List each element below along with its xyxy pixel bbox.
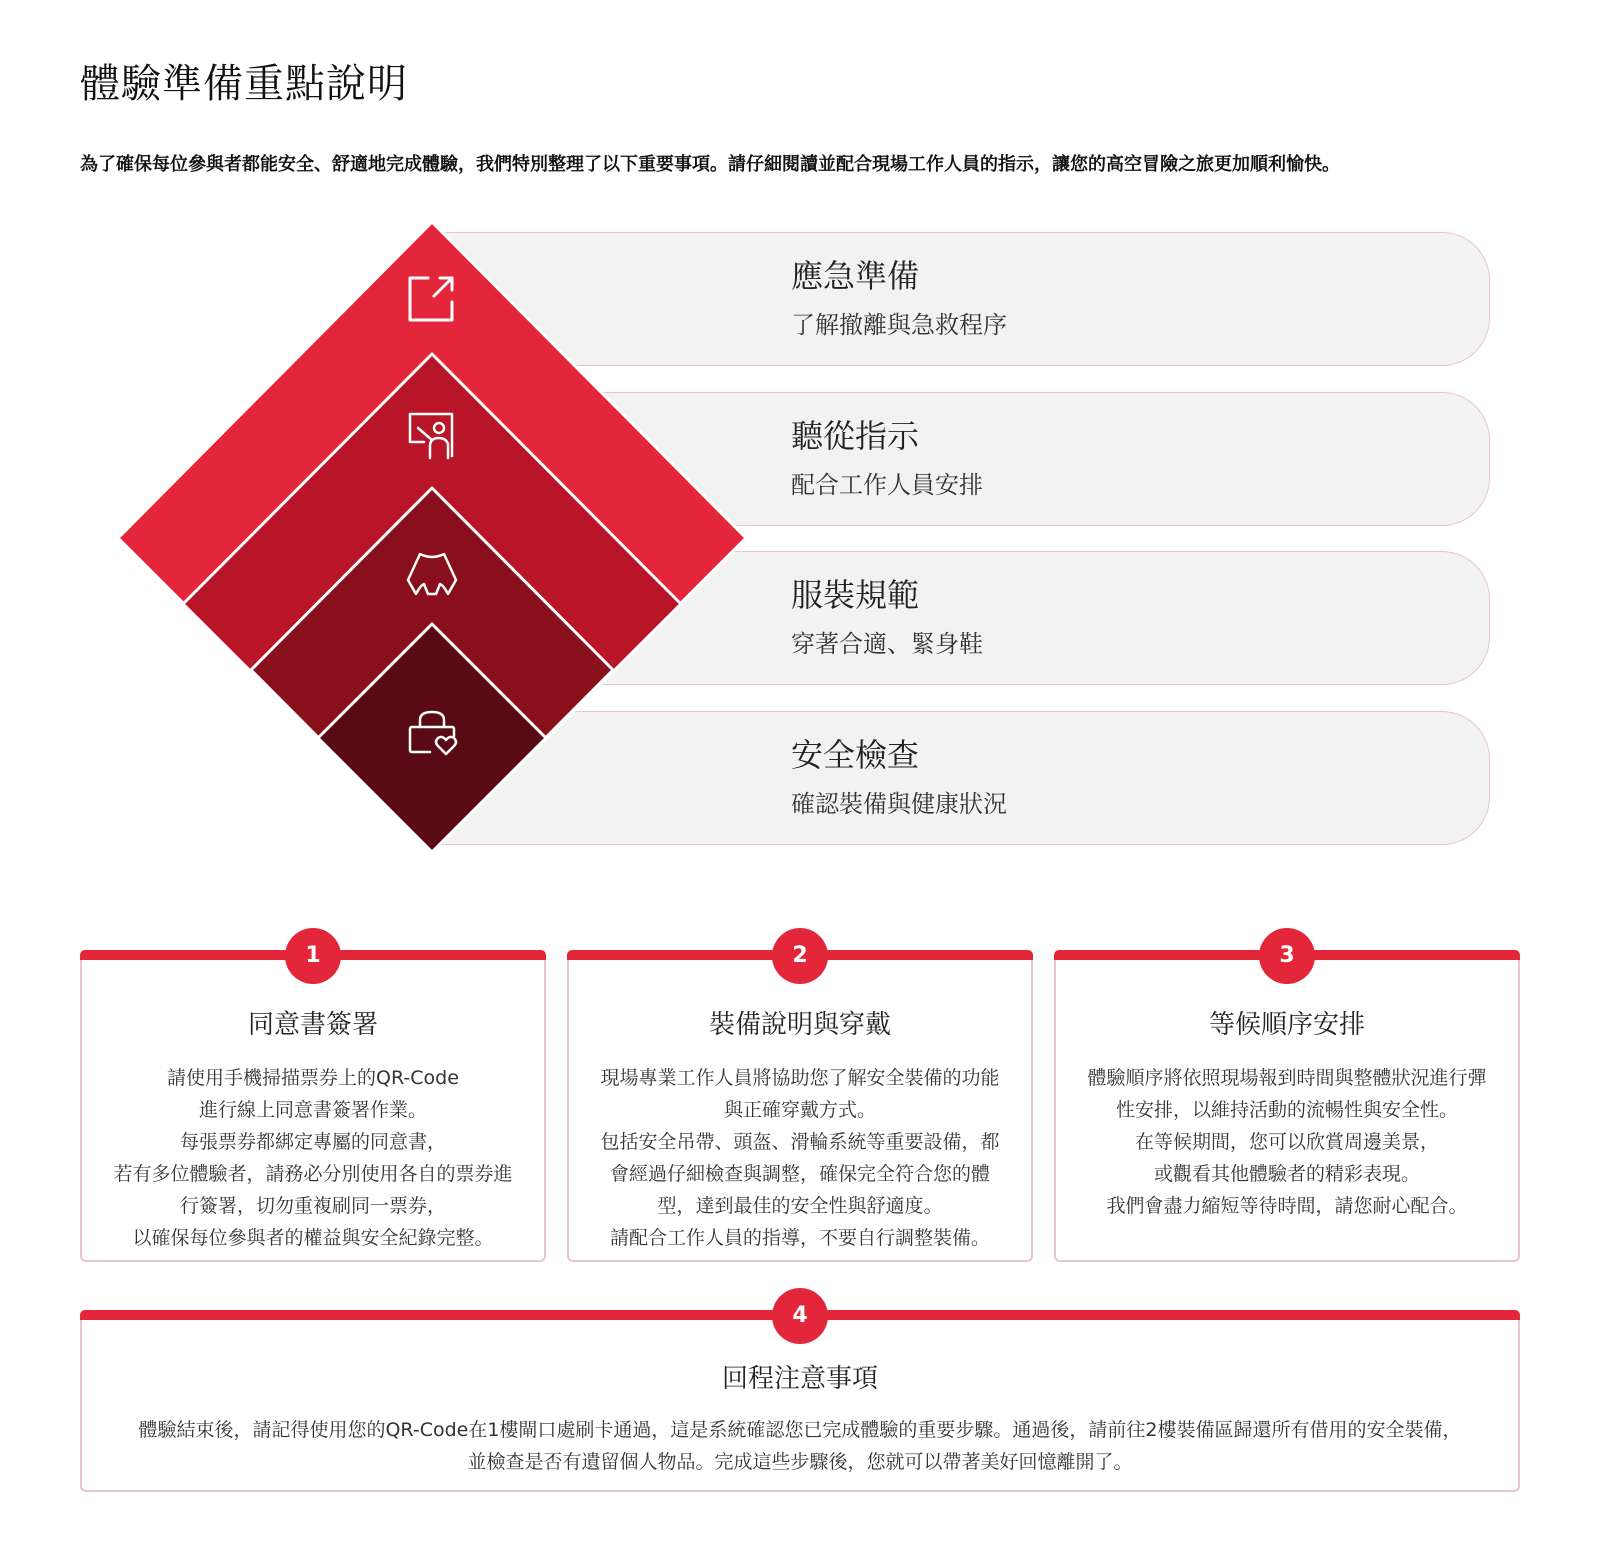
step-number-badge: 2 — [772, 928, 828, 984]
pyramid-bar-1 — [440, 232, 1490, 366]
card-title: 同意書簽署 — [247, 1010, 378, 1040]
card-line: 與正確穿戴方式。 — [723, 1099, 876, 1121]
card-line: 體驗順序將依照現場報到時間與整體狀況進行彈 — [1087, 1067, 1487, 1089]
card-line: 請配合工作人員的指導，不要自行調整裝備。 — [609, 1227, 990, 1249]
step-card-3 — [1054, 943, 1520, 1262]
card-title: 等候順序安排 — [1208, 1010, 1365, 1040]
pyramid-bar-title: 安全檢查 — [791, 736, 920, 774]
pyramid-bar-title: 服裝規範 — [791, 576, 920, 614]
card-line: 現場專業工作人員將協助您了解安全裝備的功能 — [600, 1067, 1000, 1089]
card-line: 每張票券都綁定專屬的同意書， — [179, 1131, 446, 1153]
card-line: 性安排，以維持活動的流暢性與安全性。 — [1115, 1099, 1458, 1121]
card-line: 並檢查是否有遺留個人物品。完成這些步驟後，您就可以帶著美好回憶離開了。 — [467, 1451, 1133, 1473]
pyramid-bar-4 — [440, 711, 1490, 845]
pyramid-bar-2 — [440, 392, 1490, 526]
card-line: 請使用手機掃描票券上的QR-Code — [167, 1067, 459, 1089]
pyramid-bar-subtitle: 配合工作人員安排 — [791, 471, 983, 499]
card-line: 會經過仔細檢查與調整，確保完全符合您的體 — [609, 1163, 990, 1185]
step-card-1 — [80, 943, 546, 1262]
intro-text: 為了確保每位參與者都能安全、舒適地完成體驗，我們特別整理了以下重要事項。請仔細閱讀並配合現場工作人員的指示，讓您的高空冒險之旅更加順利愉快。 — [80, 154, 1340, 175]
step-number-badge: 4 — [772, 1288, 828, 1344]
pyramid-bar-title: 聽從指示 — [791, 417, 920, 455]
card-line: 若有多位體驗者，請務必分別使用各自的票券進 — [113, 1163, 513, 1185]
card-line: 進行線上同意書簽署作業。 — [198, 1099, 427, 1121]
pyramid-bar-subtitle: 穿著合適、緊身鞋 — [791, 630, 983, 658]
card-body — [587, 1062, 1013, 1254]
pyramid-bar-subtitle: 了解撤離與急救程序 — [791, 311, 1007, 339]
card-line: 在等候期間，您可以欣賞周邊美景， — [1134, 1131, 1439, 1153]
step-card-2 — [567, 943, 1033, 1262]
card-title: 回程注意事項 — [721, 1364, 878, 1394]
card-body — [92, 1414, 1508, 1478]
page-title: 體驗準備重點說明 — [80, 61, 408, 107]
card-line: 行簽署，切勿重複刷同一票券， — [179, 1195, 446, 1217]
step-number-badge: 1 — [285, 928, 341, 984]
pyramid-bar-3 — [440, 551, 1490, 685]
pyramid-bar-title: 應急準備 — [791, 257, 920, 295]
card-line: 或觀看其他體驗者的精彩表現。 — [1153, 1163, 1420, 1185]
card-line: 我們會盡力縮短等待時間，請您耐心配合。 — [1106, 1195, 1468, 1217]
step-card-4 — [80, 1303, 1520, 1492]
card-title: 裝備說明與穿戴 — [708, 1010, 891, 1040]
pyramid-bar-subtitle: 確認裝備與健康狀況 — [791, 790, 1007, 818]
card-line: 型，達到最佳的安全性與舒適度。 — [657, 1195, 943, 1217]
card-body — [100, 1062, 526, 1254]
step-number-badge: 3 — [1259, 928, 1315, 984]
card-body — [1074, 1062, 1500, 1222]
card-line: 體驗結束後，請記得使用您的QR-Code在1樓閘口處刷卡通過，這是系統確認您已完成體驗的重要步驟。通過後，請前往2樓裝備區歸還所有借用的安全裝備， — [138, 1419, 1462, 1441]
card-line: 包括安全吊帶、頭盔、滑輪系統等重要設備，都 — [600, 1131, 1000, 1153]
card-line: 以確保每位參與者的權益與安全紀錄完整。 — [132, 1227, 494, 1249]
